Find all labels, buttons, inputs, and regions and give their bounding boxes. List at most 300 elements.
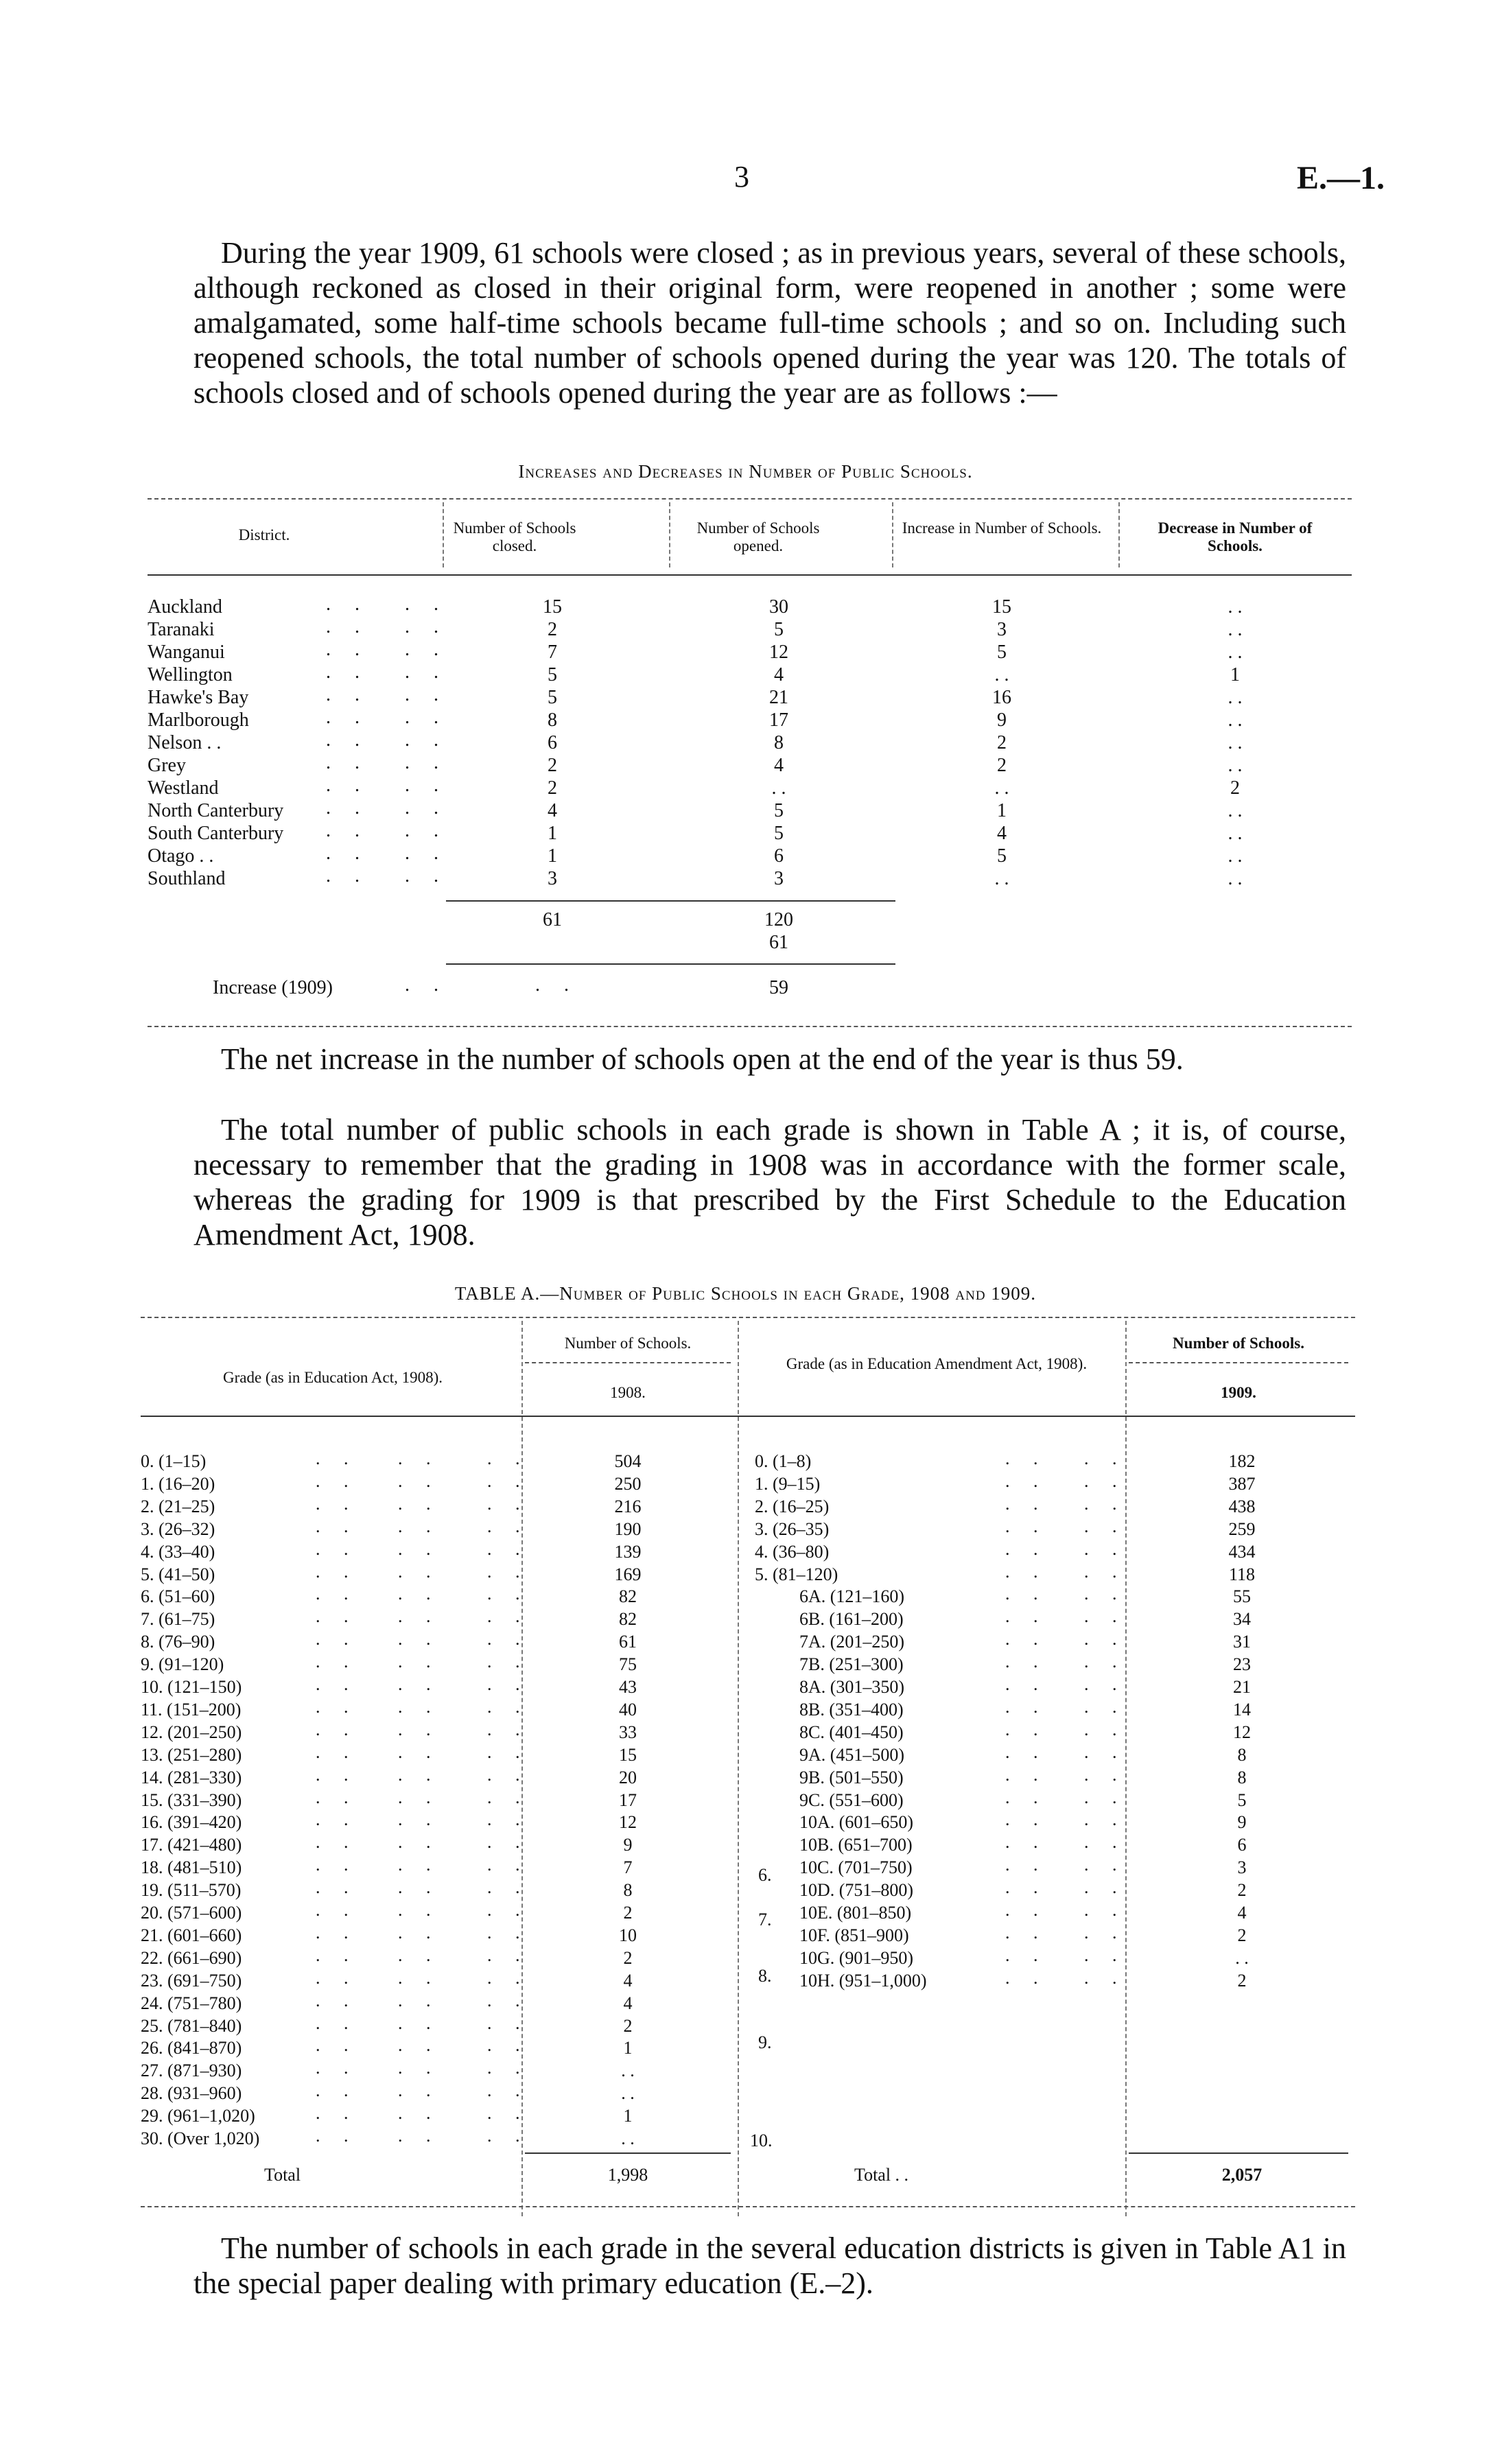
grade-old: 25. (781–840) [141, 2015, 242, 2036]
table-row [141, 1516, 1355, 1541]
increase-count: . . [994, 777, 1009, 799]
row-leader: . . [1084, 1787, 1127, 1807]
grade-new: 5. (81–120) [755, 1564, 838, 1584]
grade-new: 9A. (451–500) [799, 1744, 905, 1765]
grade-new: 8A. (301–350) [799, 1677, 905, 1697]
count-1909: 2 [1237, 1880, 1247, 1901]
row-leader: . . [316, 1516, 358, 1536]
district-name: Marlborough [148, 709, 249, 731]
closed-count: 2 [548, 619, 557, 640]
row-leader: . . [316, 1922, 358, 1943]
row-leader: . . [398, 1629, 441, 1650]
row-leader: . . [398, 1719, 441, 1739]
row-leader: . . [487, 1629, 530, 1650]
table-row [141, 1654, 1355, 1676]
district-name: Southland [148, 868, 226, 889]
grade-new: 3. (26–35) [755, 1518, 830, 1539]
increase-count: . . [994, 868, 1009, 889]
grade-new: 10C. (701–750) [799, 1857, 913, 1878]
table1-increase-row [148, 974, 1352, 1000]
table-row [141, 1629, 1355, 1654]
row-leader: . . [487, 1990, 530, 2010]
opened-count: 6 [774, 845, 784, 867]
row-leader: . . [326, 707, 369, 728]
row-leader: . . [1084, 1584, 1127, 1604]
table-row [141, 1606, 1355, 1631]
count-1908: 250 [614, 1473, 642, 1494]
row-leader: . . [316, 2013, 358, 2033]
closed-count: 4 [548, 800, 557, 821]
opened-count: 30 [769, 596, 788, 618]
row-leader: . . [398, 1990, 441, 2010]
count-1909: 34 [1233, 1609, 1251, 1630]
table-row [141, 1900, 1355, 1925]
table-row [141, 1674, 1355, 1699]
row-leader: . . [316, 1764, 358, 1785]
grade-old: 13. (251–280) [141, 1744, 242, 1765]
count-1908: 4 [623, 1970, 633, 1991]
decrease-count: . . [1228, 687, 1243, 708]
row-leader: . . [1005, 1855, 1048, 1875]
rule [148, 498, 1352, 500]
rule [1118, 502, 1120, 567]
row-leader: . . [1005, 1584, 1048, 1604]
count-1908: 139 [614, 1541, 642, 1562]
closed-count: 8 [548, 709, 557, 731]
count-1909: 12 [1233, 1722, 1251, 1742]
row-leader: . . [398, 1945, 441, 1965]
row-leader: . . [1084, 1629, 1127, 1650]
grade-old: 12. (201–250) [141, 1722, 242, 1742]
increase-count: 5 [997, 845, 1007, 867]
row-leader: . . [1084, 1900, 1127, 1920]
count-1909: 6 [1237, 1835, 1247, 1855]
row-leader: . . [326, 616, 369, 637]
count-1909: 182 [1228, 1451, 1256, 1471]
row-leader: . . [405, 820, 448, 841]
grade-old: 20. (571–600) [141, 1903, 242, 1923]
grade-new: 8C. (401–450) [799, 1722, 904, 1742]
rule [892, 502, 893, 567]
closed-count: 1 [548, 845, 557, 867]
opened-count: 4 [774, 755, 784, 776]
count-1908: 1 [623, 2106, 633, 2126]
rule [446, 900, 895, 902]
header-grade-old: Grade (as in Education Act, 1908). [223, 1369, 443, 1386]
row-leader: . . [326, 639, 369, 660]
table-row [141, 2013, 738, 2038]
rule [669, 502, 670, 567]
row-leader: . . [398, 1696, 441, 1717]
row-leader: . . [487, 1832, 530, 1853]
grade-old: 26. (841–870) [141, 2038, 242, 2058]
row-leader: . . [487, 1584, 530, 1604]
opened-count: 5 [774, 823, 784, 844]
table-row [141, 1990, 738, 2015]
table-row [141, 1832, 1355, 1857]
district-name: Grey [148, 755, 186, 776]
paragraph-table-a1: The number of schools in each grade in the several education districts is given in Table A1 in the special paper dealing with primary education (E.–2). [193, 2231, 1346, 2300]
row-leader: . . [487, 1652, 530, 1672]
count-1909: 14 [1233, 1699, 1251, 1720]
row-leader: . . [487, 2103, 530, 2124]
row-leader: . . [316, 1855, 358, 1875]
row-leader: . . [1005, 1809, 1048, 1830]
row-leader: . . [1084, 1493, 1127, 1514]
row-leader: . . [405, 775, 448, 796]
district-name: Auckland [148, 596, 222, 618]
table-row [141, 1470, 1355, 1496]
grade-old: 18. (481–510) [141, 1857, 242, 1878]
row-leader: . . [1005, 1448, 1048, 1468]
rule [446, 963, 895, 965]
count-1909: 5 [1237, 1790, 1247, 1810]
row-leader: . . [398, 1900, 441, 1920]
count-1908: 9 [623, 1835, 633, 1855]
row-leader: . . [405, 843, 448, 864]
grade-new: 1. (9–15) [755, 1473, 821, 1494]
closed-count: 6 [548, 732, 557, 753]
increase-count: 15 [992, 596, 1011, 618]
row-leader: . . [1005, 1719, 1048, 1739]
grade-old: 17. (421–480) [141, 1835, 242, 1855]
grade-new: 6B. (161–200) [799, 1609, 904, 1630]
count-1908: 2 [623, 1903, 633, 1923]
row-leader: . . [1005, 1516, 1048, 1536]
row-leader: . . [316, 1900, 358, 1920]
decrease-count: . . [1228, 596, 1243, 618]
district-name: South Canterbury [148, 823, 284, 844]
grade-old: 14. (281–330) [141, 1767, 242, 1787]
grade-new: 9B. (501–550) [799, 1767, 904, 1787]
row-leader: . . [405, 974, 448, 996]
group-label: 10. [750, 2131, 773, 2150]
header-decrease: Decrease in Number of Schools. [1158, 519, 1313, 554]
count-1908: 75 [619, 1654, 637, 1675]
row-leader: . . [398, 2103, 441, 2124]
grade-old: 23. (691–750) [141, 1970, 242, 1991]
grade-old: 16. (391–420) [141, 1812, 242, 1833]
row-leader: . . [316, 2103, 358, 2124]
closed-count: 2 [548, 755, 557, 776]
table-a-grades [141, 1307, 1355, 2213]
row-leader: . . [316, 1652, 358, 1672]
grade-old: 4. (33–40) [141, 1541, 215, 1562]
table-row [141, 2103, 738, 2128]
grade-old: 29. (961–1,020) [141, 2106, 255, 2126]
row-leader: . . [316, 2126, 358, 2146]
row-leader: . . [1084, 1809, 1127, 1830]
row-leader: . . [398, 1741, 441, 1762]
closed-count: 5 [548, 664, 557, 685]
table-row [141, 2035, 738, 2060]
row-leader: . . [1005, 1967, 1048, 1988]
page-number: 3 [734, 160, 749, 193]
table-row [141, 1787, 1355, 1812]
row-leader: . . [1084, 1967, 1127, 1988]
row-leader: . . [487, 1696, 530, 1717]
row-leader: . . [398, 1809, 441, 1830]
table-row [148, 865, 1352, 891]
grade-new: 10A. (601–650) [799, 1812, 914, 1833]
row-leader: . . [1005, 1922, 1048, 1943]
row-leader: . . [316, 1719, 358, 1739]
row-leader: . . [316, 1967, 358, 1988]
row-leader: . . [1005, 1877, 1048, 1898]
grade-old: 10. (121–150) [141, 1677, 242, 1697]
row-leader: . . [487, 1606, 530, 1627]
opened-count: . . [771, 777, 786, 799]
grade-new: 0. (1–8) [755, 1451, 812, 1471]
closed-count: 3 [548, 868, 557, 889]
rule [443, 502, 444, 567]
rule [141, 1416, 1355, 1417]
grade-old: 7. (61–75) [141, 1609, 215, 1630]
table-row [141, 1448, 1355, 1473]
table2-total-row [141, 2165, 1355, 2187]
grade-new: 10F. (851–900) [799, 1925, 909, 1945]
row-leader: . . [326, 729, 369, 751]
district-name: Otago . . [148, 845, 214, 867]
group-label: 9. [758, 2032, 772, 2052]
district-name: Taranaki [148, 619, 215, 640]
count-1909: 8 [1237, 1767, 1247, 1787]
table1-caption [0, 461, 1491, 482]
count-1909: 2 [1237, 1970, 1247, 1991]
row-leader: . . [398, 1674, 441, 1694]
grade-old: 11. (151–200) [141, 1699, 242, 1720]
district-name: Wellington [148, 664, 233, 685]
row-leader: . . [1005, 1629, 1048, 1650]
row-leader: . . [1084, 1696, 1127, 1717]
count-1909: 9 [1237, 1812, 1247, 1833]
row-leader: . . [1005, 1900, 1048, 1920]
row-leader: . . [326, 661, 369, 683]
paragraph-intro: During the year 1909, 61 schools were closed ; as in previous years, several of these schools, although reckoned as closed in their original form, were reopened in another ; some were amalgamated, some half-time schools became full-time schools ; and so on. Including such reopened schools, the total number of schools opened during the year was 120. The totals of schools closed and of schools opened during the year are as follows :— [193, 236, 1346, 410]
row-leader: . . [316, 1584, 358, 1604]
count-1909: 2 [1237, 1925, 1247, 1945]
grade-new: 10B. (651–700) [799, 1835, 913, 1855]
table-row [141, 1945, 1355, 1970]
count-1908: 15 [619, 1744, 637, 1765]
decrease-count: . . [1228, 823, 1243, 844]
count-1909: 438 [1228, 1496, 1256, 1516]
table-row [141, 1586, 1355, 1608]
count-1909: 31 [1233, 1632, 1251, 1652]
row-leader: . . [1005, 1674, 1048, 1694]
count-1909: 259 [1228, 1518, 1256, 1539]
row-leader: . . [487, 1809, 530, 1830]
row-leader: . . [487, 2058, 530, 2078]
opened-count: 17 [769, 709, 788, 731]
grade-old: 0. (1–15) [141, 1451, 207, 1471]
decrease-count: . . [1228, 732, 1243, 753]
row-leader: . . [316, 1538, 358, 1559]
row-leader: . . [405, 594, 448, 615]
row-leader: . . [405, 865, 448, 887]
count-1909: 55 [1233, 1586, 1251, 1607]
count-1908: 82 [619, 1609, 637, 1630]
row-leader: . . [1005, 1945, 1048, 1965]
decrease-count: . . [1228, 868, 1243, 889]
table2-caption [0, 1283, 1491, 1304]
row-leader: . . [487, 1516, 530, 1536]
row-leader: . . [398, 1493, 441, 1514]
row-leader: . . [1084, 1538, 1127, 1559]
count-1908: 82 [619, 1586, 637, 1607]
row-leader: . . [398, 1855, 441, 1875]
row-leader: . . [487, 1561, 530, 1582]
grade-old: 22. (661–690) [141, 1947, 242, 1968]
paragraph-net-increase: The net increase in the number of schools open at the end of the year is thus 59. [221, 1042, 1184, 1076]
row-leader: . . [316, 1832, 358, 1853]
decrease-count: 2 [1230, 777, 1240, 799]
header-closed: Number of Schools closed. [453, 519, 576, 554]
grade-old: 30. (Over 1,020) [141, 2128, 260, 2148]
header-year-new: 1909. [1221, 1384, 1256, 1401]
row-leader: . . [405, 752, 448, 773]
count-1908: 504 [614, 1451, 642, 1471]
increase-count: 5 [997, 642, 1007, 663]
table-row [141, 1538, 1355, 1564]
total-closed: 61 [543, 909, 562, 930]
increase-count: 2 [997, 755, 1007, 776]
row-leader: . . [316, 1493, 358, 1514]
rule [525, 1362, 731, 1363]
district-name: North Canterbury [148, 800, 284, 821]
row-leader: . . [398, 1967, 441, 1988]
row-leader: . . [487, 1538, 530, 1559]
total-label-new: Total . . [854, 2165, 909, 2185]
table-row [141, 2080, 738, 2105]
opened-count: 8 [774, 732, 784, 753]
row-leader: . . [398, 2058, 441, 2078]
decrease-count: . . [1228, 642, 1243, 663]
row-leader: . . [487, 1719, 530, 1739]
row-leader: . . [487, 1877, 530, 1898]
row-leader: . . [1005, 1832, 1048, 1853]
count-1909: 3 [1237, 1857, 1247, 1878]
row-leader: . . [487, 1764, 530, 1785]
grade-old: 21. (601–660) [141, 1925, 242, 1945]
header-number-old: Number of Schools. [564, 1335, 692, 1352]
row-leader: . . [316, 1561, 358, 1582]
grade-new: 7A. (201–250) [799, 1632, 905, 1652]
row-leader: . . [326, 843, 369, 864]
decrease-count: . . [1228, 845, 1243, 867]
row-leader: . . [1084, 1606, 1127, 1627]
rule [1129, 1362, 1348, 1363]
count-1908: 1 [623, 2038, 633, 2058]
row-leader: . . [316, 1470, 358, 1491]
table1-caption-text: Increases and Decreases in Number of Public Schools. [518, 461, 973, 482]
opened-count: 3 [774, 868, 784, 889]
count-1909: 4 [1237, 1903, 1247, 1923]
header-grade-new: Grade (as in Education Amendment Act, 1908). [786, 1355, 1088, 1372]
row-leader: . . [1005, 1561, 1048, 1582]
count-1908: 17 [619, 1790, 637, 1810]
count-1909: 118 [1228, 1564, 1256, 1584]
count-1908: 43 [619, 1677, 637, 1697]
row-leader: . . [398, 1561, 441, 1582]
row-leader: . . [326, 752, 369, 773]
row-leader: . . [487, 1900, 530, 1920]
row-leader: . . [1005, 1470, 1048, 1491]
row-leader: . . [326, 820, 369, 841]
count-1908: 4 [623, 1993, 633, 2013]
row-leader: . . [316, 1606, 358, 1627]
row-leader: . . [316, 1448, 358, 1468]
row-leader: . . [1084, 1922, 1127, 1943]
opened-count: 5 [774, 800, 784, 821]
table2-caption-text: TABLE A.—Number of Public Schools in each Grade, 1908 and 1909. [454, 1283, 1037, 1304]
grade-old: 6. (51–60) [141, 1586, 215, 1607]
row-leader: . . [398, 1832, 441, 1853]
closed-count: 2 [548, 777, 557, 799]
rule [1129, 2152, 1348, 2154]
table-row [141, 1967, 1355, 1993]
header-increase: Increase in Number of Schools. [902, 519, 1102, 537]
row-leader: . . [398, 2035, 441, 2056]
opened-count: 12 [769, 642, 788, 663]
row-leader: . . [316, 1809, 358, 1830]
count-1908: 216 [614, 1496, 642, 1516]
decrease-count: . . [1228, 800, 1243, 821]
closed-count: 1 [548, 823, 557, 844]
count-1908: 8 [623, 1880, 633, 1901]
grade-old: 19. (511–570) [141, 1880, 242, 1901]
row-leader: . . [405, 797, 448, 819]
row-leader: . . [398, 1652, 441, 1672]
row-leader: . . [326, 865, 369, 887]
row-leader: . . [1005, 1787, 1048, 1807]
row-leader: . . [487, 1787, 530, 1807]
increase-count: 9 [997, 709, 1007, 731]
row-leader: . . [398, 2080, 441, 2101]
decrease-count: 1 [1230, 664, 1240, 685]
increase-count: . . [994, 664, 1009, 685]
header-district: District. [238, 526, 290, 543]
grade-new: 8B. (351–400) [799, 1699, 904, 1720]
row-leader: . . [1084, 1561, 1127, 1582]
row-leader: . . [487, 1922, 530, 1943]
grade-old: 8. (76–90) [141, 1632, 215, 1652]
grade-old: 5. (41–50) [141, 1564, 215, 1584]
increase-count: 4 [997, 823, 1007, 844]
row-leader: . . [316, 2080, 358, 2101]
count-1908: . . [621, 2083, 635, 2104]
total-opened: 120 [764, 909, 793, 930]
grade-old: 2. (21–25) [141, 1496, 215, 1516]
table-row [141, 2128, 738, 2150]
row-leader: . . [398, 1516, 441, 1536]
row-leader: . . [398, 1922, 441, 1943]
row-leader: . . [1005, 1606, 1048, 1627]
row-leader: . . [487, 1967, 530, 1988]
count-1908: 169 [614, 1564, 642, 1584]
count-1909: 23 [1233, 1654, 1251, 1675]
group-label: 8. [758, 1966, 772, 1986]
row-leader: . . [405, 729, 448, 751]
district-name: Nelson . . [148, 732, 222, 753]
row-leader: . . [398, 2013, 441, 2033]
table1-total-row [148, 909, 1352, 932]
grade-old: 9. (91–120) [141, 1654, 224, 1675]
row-leader: . . [1005, 1493, 1048, 1514]
row-leader: . . [398, 2126, 441, 2146]
table-row [141, 1696, 1355, 1722]
rule [141, 1317, 1355, 1318]
